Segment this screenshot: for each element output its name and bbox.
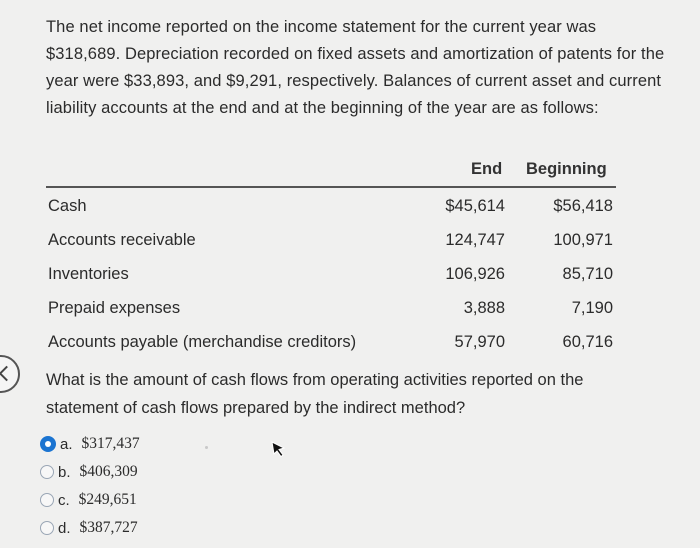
row-end-value: 3,888 [463,299,505,317]
answer-option-d[interactable] [40,517,138,539]
option-letter: c. [58,491,70,509]
row-label: Cash [48,197,87,215]
table-row [0,197,700,221]
table-header-divider [46,186,616,188]
option-letter: b. [58,463,71,481]
option-value: $317,437 [81,435,140,452]
column-header-beginning: Beginning [526,160,607,178]
option-value: $249,651 [78,491,137,508]
radio-unselected-icon[interactable] [40,521,54,535]
row-label: Accounts receivable [48,231,196,249]
row-end-value: $45,614 [445,197,505,215]
answer-option-c[interactable] [40,489,137,511]
table-row [0,299,700,323]
stray-dot [205,446,208,449]
answer-option-b[interactable] [40,461,138,483]
row-beginning-value: $56,418 [553,197,613,215]
option-value: $387,727 [79,519,138,536]
answer-option-a[interactable] [40,433,140,455]
row-label: Accounts payable (merchandise creditors) [48,333,357,351]
radio-unselected-icon[interactable] [40,493,54,507]
row-end-value: 106,926 [445,265,505,283]
radio-unselected-icon[interactable] [40,465,54,479]
row-label: Inventories [48,265,129,283]
row-beginning-value: 7,190 [571,299,613,317]
column-header-end: End [471,160,503,178]
row-beginning-value: 100,971 [553,231,613,249]
table-row [0,265,700,289]
option-letter: a. [60,435,73,453]
mouse-pointer-icon [270,440,286,460]
option-letter: d. [58,519,71,537]
row-end-value: 124,747 [445,231,505,249]
row-label: Prepaid expenses [48,299,181,317]
option-value: $406,309 [79,463,138,480]
radio-selected-icon[interactable] [40,436,56,452]
row-beginning-value: 85,710 [562,265,613,283]
problem-intro-text: The net income reported on the income statement for the current year was $318,689. Depreciation recorded on fixed assets and amortization of patents for the year were $33,893, and $9,291, respectively. Balances of current asset and current liability accounts at the end and at the beginning of the year are as follows: [46,18,665,117]
question-text: What is the amount of cash flows from operating activities reported on the statement of cash flows prepared by the indirect method? [46,371,584,417]
table-row [0,231,700,255]
chevron-left-icon[interactable] [0,355,20,393]
row-end-value: 57,970 [454,333,505,351]
table-row [0,333,700,357]
row-beginning-value: 60,716 [562,333,613,351]
